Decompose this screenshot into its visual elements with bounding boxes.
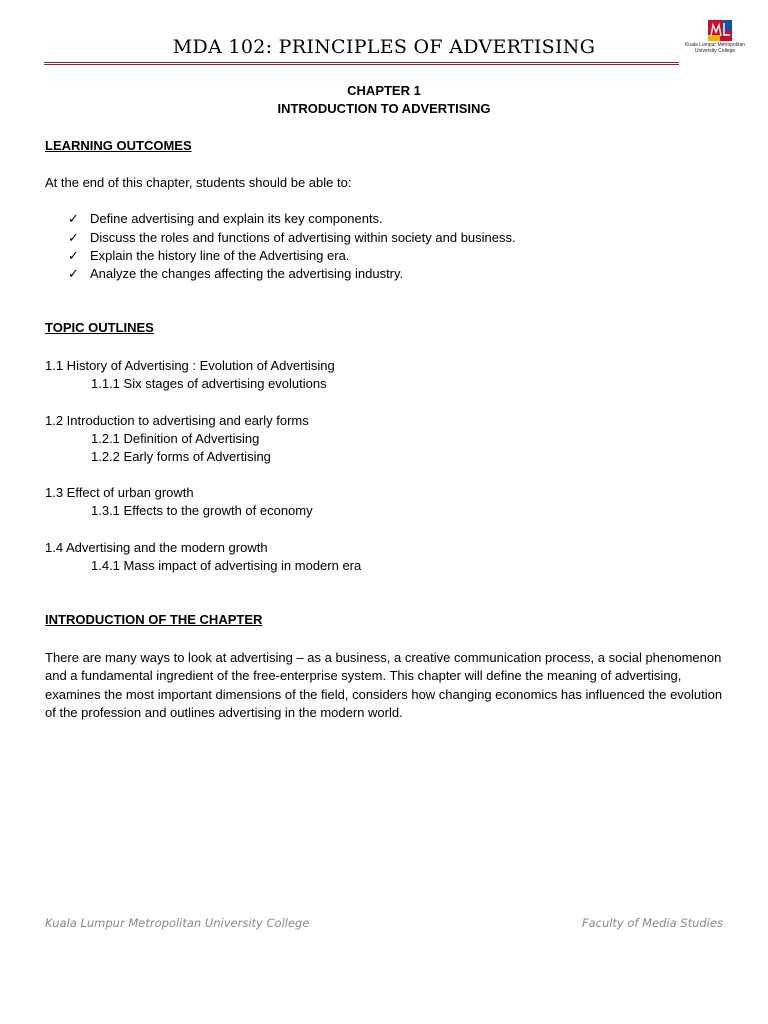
subtopic-title: 1.2.1 Definition of Advertising — [91, 431, 260, 446]
outcome-text: Analyze the changes affecting the advertising industry. — [90, 266, 404, 281]
footer-faculty: Faculty of Media Studies — [581, 916, 723, 930]
university-logo-icon — [708, 20, 732, 41]
university-logo — [684, 20, 746, 58]
subtopic-title: 1.3.1 Effects to the growth of economy — [91, 503, 313, 518]
topic-title: 1.2 Introduction to advertising and early forms — [45, 413, 309, 428]
topic-title: 1.4 Advertising and the modern growth — [45, 540, 268, 555]
footer-institution: Kuala Lumpur Metropolitan University College — [45, 916, 310, 930]
university-logo-text: Kuala Lumpur Metropolitan University College — [684, 42, 746, 54]
subtopic-title: 1.2.2 Early forms of Advertising — [91, 449, 271, 464]
list-item — [68, 248, 349, 264]
topic-title: 1.3 Effect of urban growth — [45, 485, 194, 500]
document-title: MDA 102: PRINCIPLES OF ADVERTISING — [172, 36, 596, 58]
checkmark-icon: ✓ — [68, 230, 79, 245]
introduction-paragraph: There are many ways to look at advertising – as a business, a creative communication process, a social phenomenon and a fundamental ingredient of the free-enterprise system. This chapter will define the meaning of advertising, examines the most important dimensions of the field, considers how changing economics has influenced the evolution of the profession and outlines advertising in the modern world. — [45, 650, 723, 720]
list-item — [68, 230, 516, 246]
topic-title: 1.1 History of Advertising : Evolution of Advertising — [45, 358, 335, 373]
outcome-text: Explain the history line of the Advertising era. — [90, 248, 350, 263]
learning-outcomes-heading: LEARNING OUTCOMES — [45, 138, 192, 153]
chapter-title: INTRODUCTION TO ADVERTISING — [277, 101, 491, 116]
list-item — [68, 211, 383, 227]
checkmark-icon: ✓ — [68, 211, 79, 226]
introduction-heading: INTRODUCTION OF THE CHAPTER — [45, 612, 263, 627]
chapter-number: CHAPTER 1 — [347, 83, 421, 98]
checkmark-icon: ✓ — [68, 266, 79, 281]
outcome-text: Define advertising and explain its key components. — [90, 211, 383, 226]
list-item — [68, 266, 403, 282]
outcome-text: Discuss the roles and functions of advertising within society and business. — [90, 230, 516, 245]
header-divider — [44, 62, 679, 65]
learning-outcomes-intro: At the end of this chapter, students should be able to: — [45, 175, 352, 190]
checkmark-icon: ✓ — [68, 248, 79, 263]
subtopic-title: 1.1.1 Six stages of advertising evolutions — [91, 376, 327, 391]
subtopic-title: 1.4.1 Mass impact of advertising in modern era — [91, 558, 362, 573]
topic-outlines-heading: TOPIC OUTLINES — [45, 320, 154, 335]
